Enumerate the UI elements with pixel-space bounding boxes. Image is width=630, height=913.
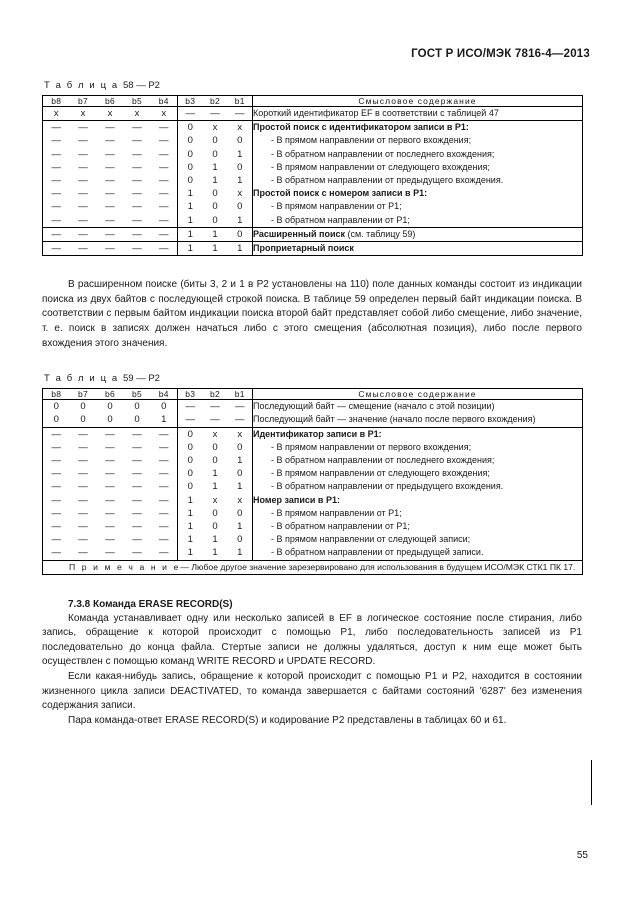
table-58-col-b1: b1 (228, 96, 253, 107)
bit-cell: 0 (212, 507, 218, 519)
meaning-cell (253, 227, 583, 241)
bit-column-b4 (151, 400, 178, 427)
table-59-col-b4: b4 (151, 389, 178, 400)
section-paragraph-2: Если какая-нибудь запись, обращение к которой происходит с помощью P1 и P2, находится в состоянии жизненного цикла записи DEACTIVATED, то команда завершается с байтами состояний '6287' без изменения содержания записи. (42, 671, 582, 712)
meaning-text-bold: Расширенный поиск (253, 228, 345, 239)
page-number: 55 (576, 850, 588, 861)
bit-cell: 0 (187, 135, 193, 147)
bit-cell: 1 (237, 547, 243, 559)
bit-cell: — (151, 227, 178, 241)
bit-cell: 1 (187, 188, 193, 200)
bit-cell: — (159, 243, 169, 255)
table-59-col-b5: b5 (124, 389, 151, 400)
bit-column: — — — — — — — — — — (43, 427, 70, 560)
bit-cell: 0 (212, 148, 218, 160)
bit-cell: x (237, 428, 243, 440)
bit-cell: — (228, 107, 253, 121)
meaning-line: - В обратном направлении от предыдущего вхождения. (271, 481, 504, 492)
bit-cell: — (51, 243, 61, 255)
bit-cell: x (237, 188, 243, 200)
table-58-col-b4: b4 (151, 96, 178, 107)
section-paragraph-1: Команда устанавливает одну или несколько записей в EF в логическое состояние после стирания, либо запись, обращение к которой происходит с помощью P1, либо последовательность записей из P1 последовательно до конца файла. Стертые записи не должны удаляться, доступ к ним еще может быть осуществлен с помощью команд WRITE RECORD и UPDATE RECORD. (42, 612, 582, 668)
table-58-col-b3: b3 (178, 96, 203, 107)
bit-cell: 0 (134, 401, 140, 413)
bit-cell: 1 (161, 414, 167, 426)
bit-cell: x (212, 428, 218, 440)
bit-cell: 1 (237, 521, 243, 533)
bit-cell: 0 (107, 414, 113, 426)
bit-cell: 1 (237, 175, 243, 187)
section-heading-7-3-8: 7.3.8 Команда ERASE RECORD(S) (68, 598, 233, 610)
bit-column-b3 (178, 121, 203, 228)
meaning-cell (253, 242, 583, 256)
bit-cell: 1 (237, 481, 243, 493)
bit-cell: 0 (212, 188, 218, 200)
bit-cell: 1 (212, 547, 218, 559)
bit-cell: 1 (187, 547, 193, 559)
bit-cell: x (212, 122, 218, 134)
bit-cell: 0 (80, 401, 86, 413)
bit-cell: x (212, 494, 218, 506)
table-58-caption-label: Т а б л и ц а (44, 80, 119, 91)
bit-cell: 1 (237, 148, 243, 160)
bit-cell: 0 (228, 227, 253, 241)
bit-cell: 1 (178, 227, 203, 241)
table-58-row-group (43, 121, 583, 228)
meaning-line: Последующий байт — значение (начало после первого вхождения) (253, 414, 536, 425)
bit-column: — — — — — — — — — — (97, 427, 124, 560)
bit-cell: 0 (187, 161, 193, 173)
bit-column: — — — — — — — — (124, 121, 151, 228)
bit-cell: x (237, 494, 243, 506)
bit-cell: 1 (212, 161, 218, 173)
bit-cell: 0 (237, 468, 243, 480)
bit-cell: 1 (187, 494, 193, 506)
table-59-caption-label: Т а б л и ц а (44, 373, 119, 385)
bit-cell: 1 (212, 175, 218, 187)
meaning-line: - В прямом направлении от P1; (271, 507, 402, 518)
bit-column-b3: — — (178, 400, 203, 427)
table-59-row-group (43, 400, 583, 427)
bit-cell: x (43, 107, 70, 121)
bit-cell: 0 (53, 414, 59, 426)
bit-cell: — (178, 107, 203, 121)
bit-cell: 0 (212, 135, 218, 147)
bit-cell: 0 (212, 441, 218, 453)
bit-cell: 0 (212, 521, 218, 533)
bit-cell: 0 (80, 414, 86, 426)
bit-column-b1 (228, 427, 253, 560)
bit-cell: — (78, 243, 88, 255)
paragraph-extended-search: В расширенном поиске (биты 3, 2 и 1 в P2 установлены на 110) поле данных команды состоит из индикации поиска из двух байтов с последующей строкой поиска. В таблице 59 определен первый байт индикации поиска. В соответствии с первым байтом индикации поиска второй байт представляет собой либо смещение, либо значение, т. е. поиск в записях должен начаться либо с этого смещения (абсолютная позиция), либо после первого вхождения этого значения. (42, 279, 582, 349)
table-58-header-row (43, 96, 583, 107)
bit-cell: 0 (187, 122, 193, 134)
meaning-line: Простой поиск с идентификатором записи в P1: (253, 122, 469, 133)
table-59-note-row (43, 560, 583, 574)
bit-cell: 1 (237, 214, 243, 226)
table-58-caption-number: 58 — P2 (123, 80, 160, 91)
table-58-caption (44, 80, 582, 91)
document-header-standard-ref: ГОСТ Р ИСО/МЭК 7816-4—2013 (411, 48, 590, 60)
meaning-line: Последующий байт — смещение (начало с этой позиции) (253, 401, 495, 412)
bit-cell: 1 (237, 455, 243, 467)
meaning-column (253, 121, 583, 228)
table-59-col-b3: b3 (178, 389, 203, 400)
bit-cell: 1 (178, 242, 203, 256)
bit-cell: 0 (237, 161, 243, 173)
bit-cell: 0 (237, 135, 243, 147)
bit-cell: 0 (212, 214, 218, 226)
bit-cell: 1 (212, 468, 218, 480)
bit-column-b1 (228, 121, 253, 228)
table-59-col-b2: b2 (203, 389, 228, 400)
meaning-line: - В прямом направлении от P1; (271, 201, 402, 212)
table-59-caption (44, 373, 582, 384)
bit-cell: x (97, 107, 124, 121)
bit-cell: — (132, 243, 142, 255)
bit-cell: — (43, 227, 70, 241)
bit-cell: — (124, 227, 151, 241)
meaning-line: - В прямом направлении от следующего вхождения; (271, 161, 490, 172)
bit-cell: 1 (187, 521, 193, 533)
bit-cell: 0 (237, 441, 243, 453)
table-58-col-b7: b7 (70, 96, 97, 107)
table-58-col-b5: b5 (124, 96, 151, 107)
bit-cell: — (70, 227, 97, 241)
bit-column: — — — — — — — — (70, 121, 97, 228)
table-59-note (43, 560, 583, 574)
bit-cell: 1 (237, 243, 243, 255)
meaning-text-bold: Проприетарный поиск (253, 243, 354, 254)
bit-cell: 1 (187, 214, 193, 226)
bit-cell: x (124, 107, 151, 121)
meaning-line: - В прямом направлении от первого вхождения; (271, 135, 472, 146)
bit-column-b5 (124, 400, 151, 427)
meaning-line: - В обратном направлении от последнего вхождения; (271, 455, 495, 466)
table-58-col-b8: b8 (43, 96, 70, 107)
table-59-row-group (43, 427, 583, 560)
bit-column-b3 (178, 427, 203, 560)
bit-cell: 0 (187, 441, 193, 453)
bit-column-b7 (70, 400, 97, 427)
bit-cell: 0 (107, 401, 113, 413)
bit-cell: 1 (203, 227, 228, 241)
table-59-header-row (43, 389, 583, 400)
bit-column: — — — — — — — — — — (124, 427, 151, 560)
meaning-line: - В обратном направлении от P1; (271, 214, 410, 225)
table-58-row-group (43, 227, 583, 241)
bit-cell: 0 (187, 175, 193, 187)
bit-cell: 0 (237, 534, 243, 546)
bit-column-b6 (97, 400, 124, 427)
meaning-line: Номер записи в P1: (253, 494, 340, 505)
bit-cell: 0 (212, 201, 218, 213)
meaning-column (253, 427, 583, 560)
section-paragraph-3: Пара команда-ответ ERASE RECORD(S) и кодирование P2 представлены в таблицах 60 и 61. (68, 714, 507, 726)
bit-column-b2: — — (203, 400, 228, 427)
bit-cell: 0 (237, 201, 243, 213)
table-59-col-b6: b6 (97, 389, 124, 400)
meaning-line: - В прямом направлении от первого вхождения; (271, 441, 472, 452)
bit-column: — — — — — — — — — — (151, 427, 178, 560)
bit-cell: 1 (212, 243, 218, 255)
bit-cell: 1 (212, 481, 218, 493)
bit-cell: — (105, 243, 115, 255)
meaning-line: - В прямом направлении от следующей записи; (271, 534, 471, 545)
meaning-line: - В обратном направлении от P1; (271, 521, 410, 532)
meaning-cell: Короткий идентификатор EF в соответствии с таблицей 47 (253, 107, 583, 121)
bit-cell: 1 (187, 534, 193, 546)
table-58-row-group (43, 242, 583, 256)
bit-column: — — — — — — — — (97, 121, 124, 228)
bit-cell: 0 (237, 507, 243, 519)
bit-cell: 0 (134, 414, 140, 426)
bit-cell: 0 (187, 428, 193, 440)
bit-cell: x (70, 107, 97, 121)
bit-column-b1: — — (228, 400, 253, 427)
bit-cell: 0 (187, 468, 193, 480)
table-58-col-b2: b2 (203, 96, 228, 107)
table-58-col-meaning: Смысловое содержание (253, 96, 583, 107)
table-59-caption-number: 59 — P2 (123, 373, 160, 385)
bit-cell: 0 (187, 481, 193, 493)
bit-column: — — — — — — — — — — (70, 427, 97, 560)
meaning-line: Простой поиск с номером записи в P1: (253, 188, 428, 199)
page-content (42, 80, 582, 728)
table-58 (42, 95, 583, 256)
table-59-col-b1: b1 (228, 389, 253, 400)
bit-column-b2 (203, 121, 228, 228)
table-59-col-meaning: Смысловое содержание (253, 389, 583, 400)
table-58-col-b6: b6 (97, 96, 124, 107)
bit-cell: 1 (212, 534, 218, 546)
note-label: П р и м е ч а н и е (69, 561, 181, 572)
bit-cell: 0 (53, 401, 59, 413)
bit-column: — — — — — — — — (43, 121, 70, 228)
meaning-text-rest: (см. таблицу 59) (345, 228, 416, 239)
bit-column-b8 (43, 400, 70, 427)
table-58-row-group (43, 107, 583, 121)
bit-column-b2 (203, 427, 228, 560)
table-59-col-b8: b8 (43, 389, 70, 400)
bit-cell: x (151, 107, 178, 121)
meaning-line: - В прямом направлении от следующего вхождения; (271, 468, 490, 479)
table-59-col-b7: b7 (70, 389, 97, 400)
meaning-column (253, 400, 583, 427)
meaning-line: - В обратном направлении от последнего вхождения; (271, 148, 495, 159)
table-59 (42, 388, 583, 574)
bit-cell: 0 (187, 455, 193, 467)
meaning-line: - В обратном направлении от предыдущей записи. (271, 547, 484, 558)
meaning-line: Идентификатор записи в P1: (253, 428, 382, 439)
bit-column: — — — — — — — — (151, 121, 178, 228)
bit-cell: 1 (187, 201, 193, 213)
bit-cell: 0 (187, 148, 193, 160)
note-text: — Любое другое значение зарезервировано для использования в будущем ИСО/МЭК СТК1 ПК 17. (180, 561, 576, 572)
bit-cell: 0 (161, 401, 167, 413)
bit-cell: 1 (187, 507, 193, 519)
bit-cell: 0 (212, 455, 218, 467)
bit-cell: x (237, 122, 243, 134)
meaning-line: - В обратном направлении от предыдущего вхождения. (271, 175, 504, 186)
revision-change-bar (591, 760, 592, 805)
bit-cell: — (97, 227, 124, 241)
bit-cell: — (203, 107, 228, 121)
